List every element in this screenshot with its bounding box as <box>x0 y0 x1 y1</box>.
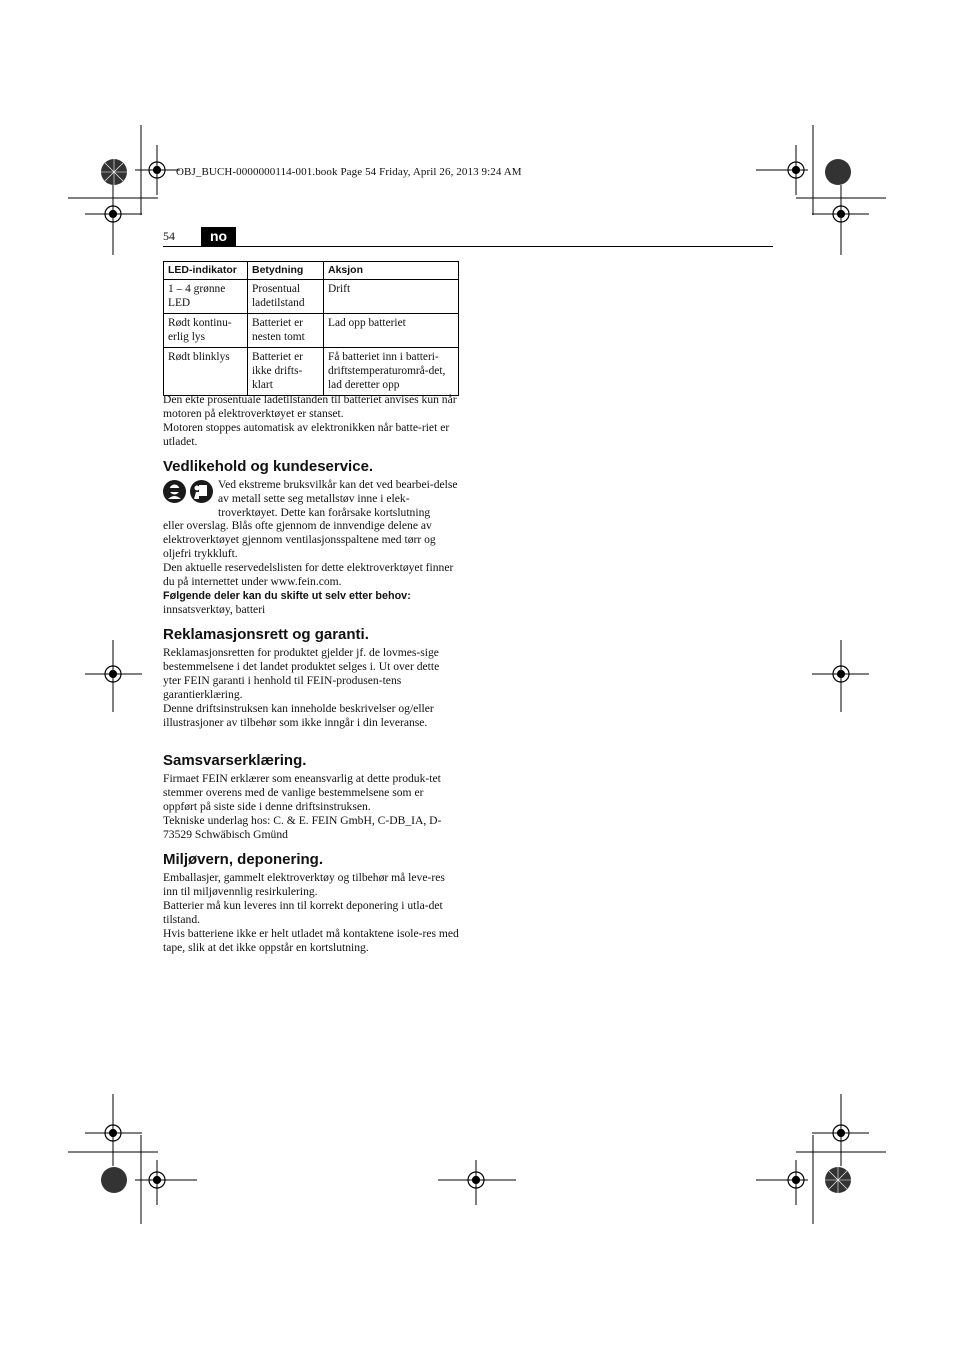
eye-protection-icon <box>163 480 186 503</box>
replaceable-parts: innsatsverktøy, batteri <box>163 603 266 616</box>
paragraph: Reklamasjonsretten for produktet gjelder jf. de lovmes-sige bestemmelsene i det landet produktet selges i. Ut over dette yter FEIN garanti i henhold til FEIN-produsen-tens garantierklæring. <box>163 646 440 701</box>
table-cell: Prosentual ladetilstand <box>248 280 324 314</box>
table-header-cell: Aksjon <box>324 262 459 280</box>
paragraph: Hvis batteriene ikke er helt utladet må kontaktene isole-res med tape, slik at det ikke oppstår en kortslutning. <box>163 927 459 954</box>
replaceable-parts-label: Følgende deler kan du skifte ut selv etter behov: <box>163 590 411 602</box>
maintenance-body <box>163 519 459 617</box>
language-badge: no <box>201 227 236 246</box>
section-heading-environment: Miljøvern, deponering. <box>163 851 324 868</box>
section-heading-conformity: Samsvarserklæring. <box>163 752 307 769</box>
page-number: 54 <box>163 229 175 243</box>
paragraph: Emballasjer, gammelt elektroverktøy og tilbehør må leve-res inn til miljøvennlig resirkulering. <box>163 871 445 898</box>
table-header-cell: Betydning <box>248 262 324 280</box>
table-cell: Rødt kontinu-erlig lys <box>164 314 248 348</box>
maintenance-icon-text: Ved ekstreme bruksvilkår kan det ved bearbei-delse av metall sette seg metallstøv inne i elek-troverktøyet. Dette kan forårsake kortslutning <box>218 478 458 519</box>
paragraph: Batterier må kun leveres inn til korrekt deponering i utla-det tilstand. <box>163 899 443 926</box>
table-cell: Rødt blinklys <box>164 348 248 396</box>
paragraph: Den aktuelle reservedelslisten for dette elektroverktøyet finner du på internettet under www.fein.com. <box>163 561 454 588</box>
table-cell: Få batteriet inn i batteri-driftstemperaturområ-det, lad deretter opp <box>324 348 459 396</box>
table-cell: Batteriet er nesten tomt <box>248 314 324 348</box>
conformity-body <box>163 772 459 842</box>
environment-body <box>163 871 459 955</box>
led-indicator-table <box>163 261 459 396</box>
paragraph: Denne driftsinstruksen kan inneholde beskrivelser og/eller illustrasjoner av tilbehør som ikke inngår i din leveranse. <box>163 702 434 729</box>
section-heading-maintenance: Vedlikehold og kundeservice. <box>163 458 374 475</box>
paragraph: eller overslag. Blås ofte gjennom de innvendige delene av elektroverktøyet gjennom ventilasjonsspaltene med tørr og oljefri trykkluft. <box>163 519 436 560</box>
table-cell: Drift <box>324 280 459 314</box>
battery-notes <box>163 393 459 449</box>
paragraph: Motoren stoppes automatisk av elektronikken når batte-riet er utladet. <box>163 421 450 448</box>
safety-icons <box>163 480 217 506</box>
table-cell: 1 – 4 grønne LED <box>164 280 248 314</box>
paragraph: Firmaet FEIN erklærer som eneansvarlig at dette produk-tet stemmer overens med de vanlige bestemmelsene som er oppført på siste side i denne driftsinstruksen. <box>163 772 441 813</box>
paragraph: Tekniske underlag hos: C. & E. FEIN GmbH, C-DB_IA, D-73529 Schwäbisch Gmünd <box>163 814 442 841</box>
paragraph: Den ekte prosentuale ladetilstanden til batteriet anvises kun når motoren på elektroverktøyet er stanset. <box>163 393 457 420</box>
table-cell: Lad opp batteriet <box>324 314 459 348</box>
table-row <box>164 348 459 396</box>
table-header-row <box>164 262 459 280</box>
table-row <box>164 280 459 314</box>
table-row <box>164 314 459 348</box>
book-header: OBJ_BUCH-0000000114-001.book Page 54 Friday, April 26, 2013 9:24 AM <box>176 166 522 178</box>
table-header-cell: LED-indikator <box>164 262 248 280</box>
warranty-body <box>163 646 459 730</box>
read-manual-icon <box>190 480 213 503</box>
header-rule <box>163 246 773 247</box>
table-cell: Batteriet er ikke drifts-klart <box>248 348 324 396</box>
section-heading-warranty: Reklamasjonsrett og garanti. <box>163 626 369 643</box>
